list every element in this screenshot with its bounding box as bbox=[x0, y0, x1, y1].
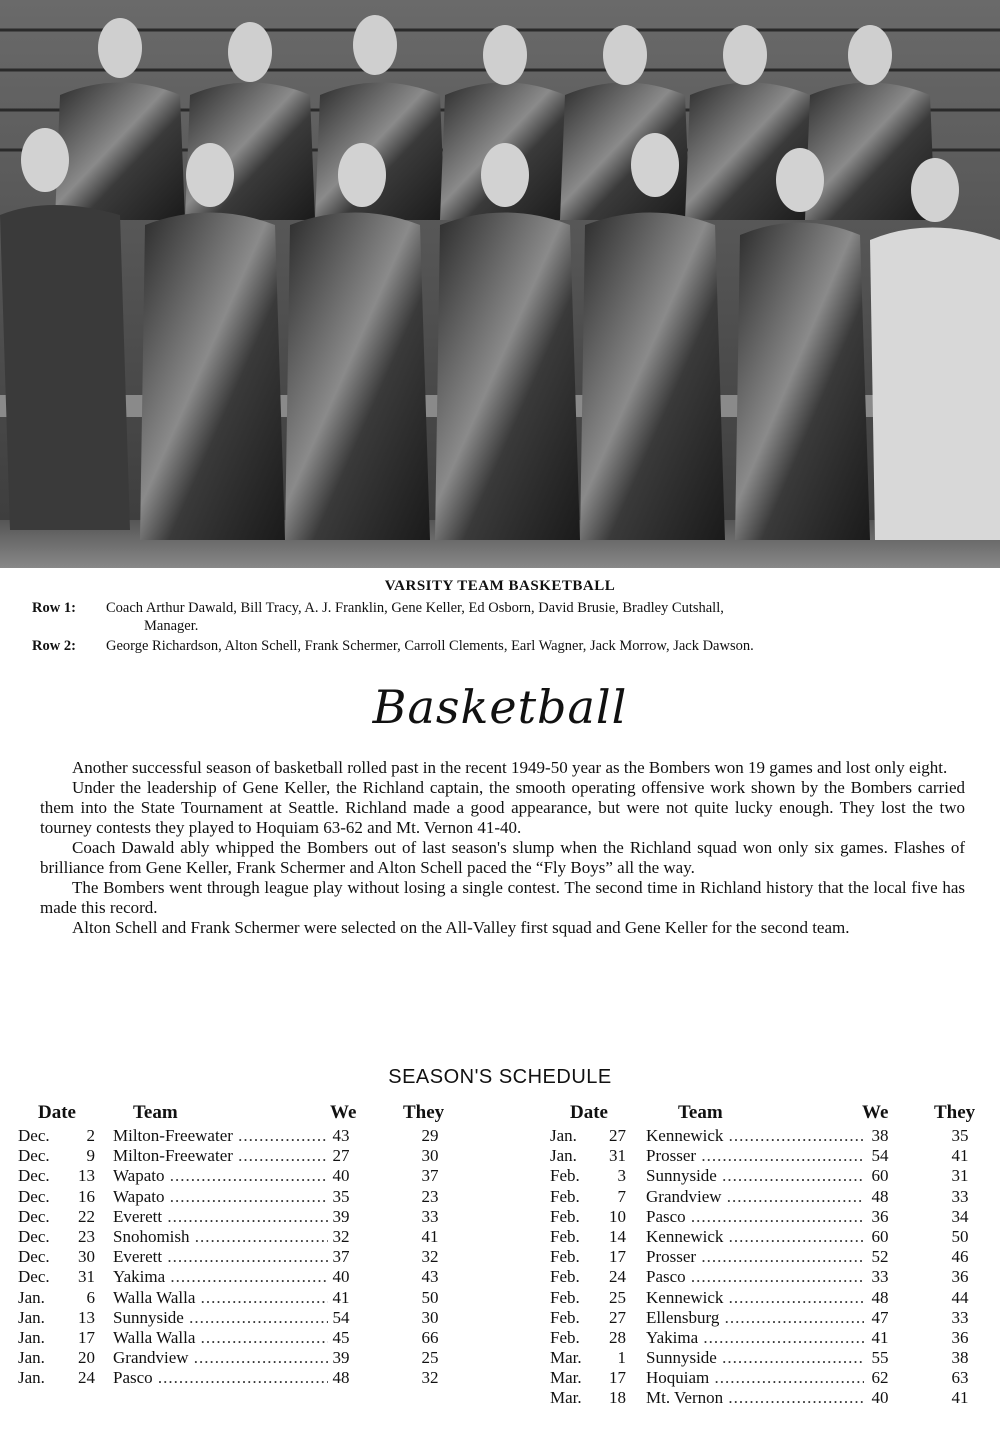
game-opponent: Grandview ..... bbox=[646, 1187, 864, 1207]
game-opponent: Walla Walla ..... bbox=[113, 1328, 328, 1348]
game-day: 30 bbox=[78, 1247, 95, 1267]
game-we-score: 48 bbox=[871, 1287, 889, 1307]
game-they-score: 30 bbox=[421, 1307, 439, 1327]
caption-title: VARSITY TEAM BASKETBALL bbox=[384, 578, 616, 594]
game-we-score: 38 bbox=[871, 1126, 889, 1145]
game-we-score: 35 bbox=[332, 1186, 350, 1206]
game-day: 23 bbox=[78, 1226, 95, 1246]
game-we-score: 40 bbox=[332, 1267, 350, 1287]
article-heading: Basketball bbox=[372, 680, 628, 734]
game-we-score: 55 bbox=[871, 1348, 889, 1368]
game-we-score: 39 bbox=[332, 1206, 350, 1226]
schedule-row bbox=[18, 1166, 468, 1186]
schedule-row bbox=[18, 1247, 468, 1267]
game-opponent: Kennewick ..... bbox=[646, 1288, 864, 1308]
row-1-names: Coach Arthur Dawald, Bill Tracy, A. J. Franklin, Gene Keller, Ed Osborn, David Brusie, Bradley Cutshall, bbox=[106, 600, 724, 616]
game-we-score: 52 bbox=[871, 1247, 889, 1267]
schedule-title: SEASON'S SCHEDULE bbox=[388, 1066, 612, 1088]
game-opponent: Sunnyside ..... bbox=[113, 1308, 328, 1328]
header-team: Team bbox=[678, 1102, 723, 1123]
game-they-score: 30 bbox=[421, 1146, 439, 1166]
header-they: They bbox=[403, 1102, 445, 1123]
schedule-row bbox=[18, 1328, 468, 1348]
schedule-row bbox=[18, 1308, 468, 1328]
game-day: 14 bbox=[609, 1226, 626, 1246]
schedule-row bbox=[548, 1166, 993, 1186]
schedule-row bbox=[548, 1368, 993, 1388]
schedule-row bbox=[18, 1288, 468, 1308]
game-month: Dec. bbox=[18, 1206, 50, 1226]
header-team: Team bbox=[133, 1102, 178, 1123]
game-opponent: Pasco ..... bbox=[646, 1207, 864, 1227]
schedule-row bbox=[548, 1207, 993, 1227]
game-we-score: 60 bbox=[871, 1166, 889, 1186]
game-month: Dec. bbox=[18, 1146, 50, 1166]
schedule-right-column bbox=[548, 1102, 993, 1409]
game-we-score: 54 bbox=[332, 1307, 350, 1327]
game-we-score: 32 bbox=[332, 1226, 350, 1246]
game-month: Jan. bbox=[550, 1146, 577, 1166]
game-month: Feb. bbox=[550, 1327, 580, 1347]
game-month: Mar. bbox=[550, 1368, 582, 1388]
schedule-row bbox=[18, 1187, 468, 1207]
game-opponent: Yakima ..... bbox=[113, 1267, 328, 1287]
schedule-row bbox=[18, 1126, 468, 1146]
game-opponent: Wapato ..... bbox=[113, 1166, 328, 1186]
schedule-row bbox=[18, 1207, 468, 1227]
game-they-score: 32 bbox=[421, 1247, 439, 1267]
game-they-score: 25 bbox=[421, 1348, 439, 1368]
game-opponent: Pasco ..... bbox=[113, 1368, 328, 1388]
game-day: 17 bbox=[609, 1368, 626, 1388]
schedule-row bbox=[548, 1247, 993, 1267]
game-day: 7 bbox=[617, 1186, 626, 1206]
game-they-score: 63 bbox=[951, 1368, 969, 1388]
game-opponent: Milton-Freewater ..... bbox=[113, 1126, 328, 1146]
game-month: Feb. bbox=[550, 1226, 580, 1246]
game-opponent: Wapato ..... bbox=[113, 1187, 328, 1207]
team-photo-graphic bbox=[0, 0, 1000, 568]
game-month: Dec. bbox=[18, 1186, 50, 1206]
game-they-score: 33 bbox=[421, 1206, 439, 1226]
game-month: Jan. bbox=[18, 1348, 45, 1368]
game-opponent: Walla Walla ..... bbox=[113, 1288, 328, 1308]
game-day: 28 bbox=[609, 1327, 626, 1347]
game-opponent: Snohomish ..... bbox=[113, 1227, 328, 1247]
game-we-score: 41 bbox=[871, 1327, 889, 1347]
game-we-score: 40 bbox=[871, 1388, 889, 1408]
header-date: Date bbox=[38, 1102, 76, 1123]
schedule-row bbox=[548, 1227, 993, 1247]
game-day: 10 bbox=[609, 1206, 626, 1226]
game-they-score: 31 bbox=[951, 1166, 969, 1186]
game-month: Jan. bbox=[18, 1287, 45, 1307]
game-they-score: 41 bbox=[951, 1388, 969, 1408]
game-day: 22 bbox=[78, 1206, 95, 1226]
game-they-score: 33 bbox=[951, 1186, 969, 1206]
game-month: Feb. bbox=[550, 1166, 580, 1186]
game-day: 1 bbox=[617, 1348, 626, 1368]
game-we-score: 43 bbox=[332, 1126, 350, 1145]
game-they-score: 46 bbox=[951, 1247, 969, 1267]
game-we-score: 45 bbox=[332, 1327, 350, 1347]
article-paragraph: Coach Dawald ably whipped the Bombers out of last season's slump when the Richland squad won only six games. Flashes of brilliance from Gene Keller, Frank Schermer and Alton Schell paced the “Fly Boys” all the way. bbox=[40, 838, 965, 877]
game-they-score: 34 bbox=[951, 1206, 969, 1226]
game-they-score: 43 bbox=[421, 1267, 439, 1287]
row-1-label: Row 1: bbox=[32, 600, 76, 616]
game-we-score: 36 bbox=[871, 1206, 889, 1226]
game-we-score: 48 bbox=[871, 1186, 889, 1206]
game-day: 18 bbox=[609, 1388, 626, 1408]
game-they-score: 41 bbox=[951, 1146, 969, 1166]
game-opponent: Everett ..... bbox=[113, 1247, 328, 1267]
game-we-score: 62 bbox=[871, 1368, 889, 1388]
article-paragraph: Another successful season of basketball rolled past in the recent 1949-50 year as the Bombers won 19 games and lost only eight. bbox=[72, 758, 948, 777]
game-month: Jan. bbox=[18, 1327, 45, 1347]
article-paragraph: Alton Schell and Frank Schermer were selected on the All-Valley first squad and Gene Keller for the second team. bbox=[72, 918, 850, 937]
schedule-rows bbox=[18, 1126, 468, 1388]
game-we-score: 27 bbox=[332, 1146, 350, 1166]
game-they-score: 50 bbox=[421, 1287, 439, 1307]
game-day: 27 bbox=[609, 1126, 626, 1145]
article-body bbox=[40, 758, 965, 938]
game-we-score: 37 bbox=[332, 1247, 350, 1267]
schedule-row bbox=[18, 1368, 468, 1388]
game-opponent: Yakima ..... bbox=[646, 1328, 864, 1348]
game-they-score: 32 bbox=[421, 1368, 439, 1388]
game-they-score: 29 bbox=[421, 1126, 439, 1145]
game-opponent: Mt. Vernon ..... bbox=[646, 1388, 864, 1408]
game-opponent: Everett ..... bbox=[113, 1207, 328, 1227]
schedule-row bbox=[548, 1146, 993, 1166]
game-they-score: 41 bbox=[421, 1226, 439, 1246]
game-we-score: 33 bbox=[871, 1267, 889, 1287]
header-we: We bbox=[330, 1102, 357, 1123]
game-month: Dec. bbox=[18, 1126, 50, 1145]
game-opponent: Ellensburg ..... bbox=[646, 1308, 864, 1328]
game-day: 31 bbox=[609, 1146, 626, 1166]
game-month: Dec. bbox=[18, 1226, 50, 1246]
team-photo bbox=[0, 0, 1000, 568]
game-month: Dec. bbox=[18, 1247, 50, 1267]
game-they-score: 23 bbox=[421, 1186, 439, 1206]
game-month: Feb. bbox=[550, 1247, 580, 1267]
header-we: We bbox=[862, 1102, 889, 1123]
schedule-row bbox=[548, 1267, 993, 1287]
game-opponent: Kennewick ..... bbox=[646, 1126, 864, 1146]
game-we-score: 60 bbox=[871, 1226, 889, 1246]
game-they-score: 38 bbox=[951, 1348, 969, 1368]
schedule-row bbox=[548, 1388, 993, 1408]
schedule-left-column bbox=[18, 1102, 468, 1388]
game-day: 9 bbox=[86, 1146, 95, 1166]
game-month: Jan. bbox=[18, 1307, 45, 1327]
game-month: Jan. bbox=[18, 1368, 45, 1388]
schedule-row bbox=[548, 1126, 993, 1146]
game-day: 17 bbox=[78, 1327, 95, 1347]
game-day: 25 bbox=[609, 1287, 626, 1307]
game-opponent: Sunnyside ..... bbox=[646, 1348, 864, 1368]
game-month: Feb. bbox=[550, 1206, 580, 1226]
game-we-score: 40 bbox=[332, 1166, 350, 1186]
schedule-row bbox=[548, 1348, 993, 1368]
game-opponent: Kennewick ..... bbox=[646, 1227, 864, 1247]
game-month: Feb. bbox=[550, 1307, 580, 1327]
game-month: Feb. bbox=[550, 1287, 580, 1307]
game-opponent: Milton-Freewater ..... bbox=[113, 1146, 328, 1166]
game-they-score: 44 bbox=[951, 1287, 969, 1307]
game-day: 13 bbox=[78, 1166, 95, 1186]
row-1-names-cont: Manager. bbox=[144, 618, 199, 634]
game-day: 2 bbox=[86, 1126, 95, 1145]
game-day: 6 bbox=[86, 1287, 95, 1307]
game-month: Mar. bbox=[550, 1348, 582, 1368]
schedule-row bbox=[548, 1328, 993, 1348]
row-2-names: George Richardson, Alton Schell, Frank Schermer, Carroll Clements, Earl Wagner, Jack Morrow, Jack Dawson. bbox=[106, 638, 754, 654]
game-month: Dec. bbox=[18, 1267, 50, 1287]
game-month: Dec. bbox=[18, 1166, 50, 1186]
game-day: 20 bbox=[78, 1348, 95, 1368]
game-opponent: Grandview ..... bbox=[113, 1348, 328, 1368]
game-they-score: 50 bbox=[951, 1226, 969, 1246]
game-they-score: 66 bbox=[421, 1327, 439, 1347]
schedule-row bbox=[548, 1308, 993, 1328]
row-2-label: Row 2: bbox=[32, 638, 76, 654]
game-day: 3 bbox=[617, 1166, 626, 1186]
article-paragraph: Under the leadership of Gene Keller, the Richland captain, the smooth operating offensive work shown by the Bombers carried them into the State Tournament at Seattle. Richland made a good appearance, but were not quite lucky enough. They lost the two tourney contests they played to Hoquiam 63-62 and Mt. Vernon 41-40. bbox=[40, 778, 965, 837]
game-opponent: Sunnyside ..... bbox=[646, 1166, 864, 1186]
schedule-row bbox=[548, 1288, 993, 1308]
schedule-row bbox=[548, 1187, 993, 1207]
game-opponent: Hoquiam ..... bbox=[646, 1368, 864, 1388]
schedule-row bbox=[18, 1267, 468, 1287]
game-they-score: 33 bbox=[951, 1307, 969, 1327]
game-they-score: 36 bbox=[951, 1327, 969, 1347]
game-we-score: 48 bbox=[332, 1368, 350, 1388]
game-month: Feb. bbox=[550, 1267, 580, 1287]
game-opponent: Prosser ..... bbox=[646, 1247, 864, 1267]
game-day: 16 bbox=[78, 1186, 95, 1206]
game-day: 31 bbox=[78, 1267, 95, 1287]
schedule-row bbox=[18, 1227, 468, 1247]
schedule-header bbox=[548, 1102, 993, 1126]
schedule-row bbox=[18, 1146, 468, 1166]
game-day: 27 bbox=[609, 1307, 626, 1327]
game-they-score: 35 bbox=[951, 1126, 969, 1145]
game-day: 24 bbox=[78, 1368, 95, 1388]
game-they-score: 36 bbox=[951, 1267, 969, 1287]
schedule-rows bbox=[548, 1126, 993, 1409]
schedule-header bbox=[18, 1102, 468, 1126]
game-month: Jan. bbox=[550, 1126, 577, 1145]
schedule-row bbox=[18, 1348, 468, 1368]
game-month: Feb. bbox=[550, 1186, 580, 1206]
game-opponent: Prosser ..... bbox=[646, 1146, 864, 1166]
game-day: 24 bbox=[609, 1267, 626, 1287]
game-we-score: 41 bbox=[332, 1287, 350, 1307]
game-opponent: Pasco ..... bbox=[646, 1267, 864, 1287]
header-they: They bbox=[934, 1102, 976, 1123]
game-day: 13 bbox=[78, 1307, 95, 1327]
game-day: 17 bbox=[609, 1247, 626, 1267]
game-we-score: 47 bbox=[871, 1307, 889, 1327]
game-we-score: 54 bbox=[871, 1146, 889, 1166]
header-date: Date bbox=[570, 1102, 608, 1123]
game-we-score: 39 bbox=[332, 1348, 350, 1368]
game-month: Mar. bbox=[550, 1388, 582, 1408]
game-they-score: 37 bbox=[421, 1166, 439, 1186]
article-paragraph: The Bombers went through league play without losing a single contest. The second time in Richland history that the local five has made this record. bbox=[40, 878, 965, 917]
